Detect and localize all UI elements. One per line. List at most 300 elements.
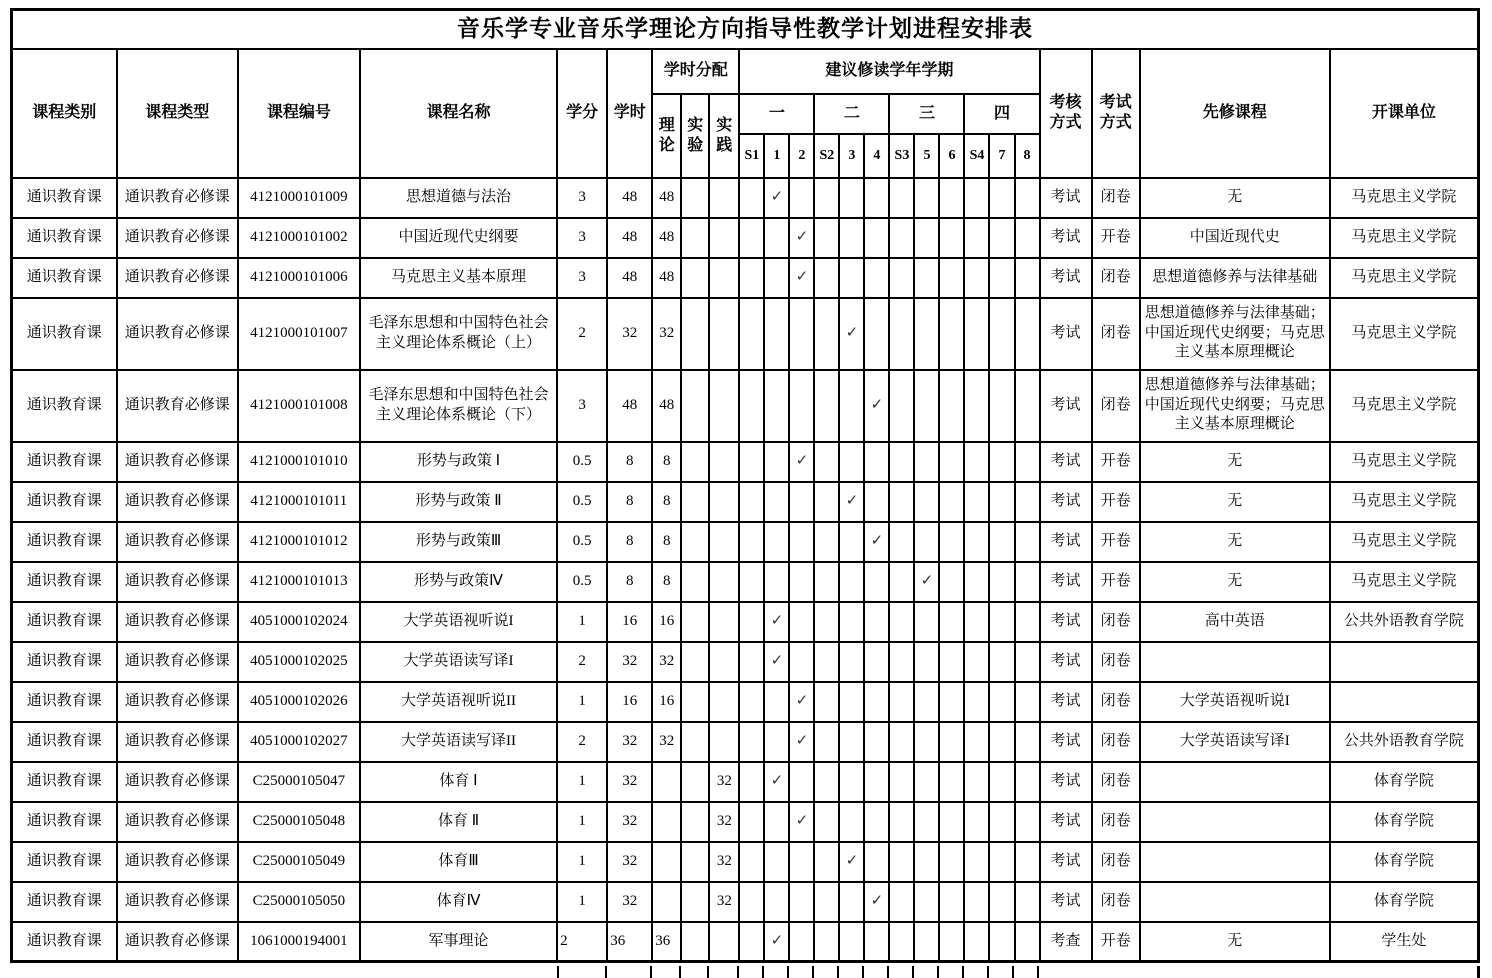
semester-cell bbox=[1015, 442, 1040, 482]
semester-cell bbox=[789, 922, 814, 962]
header-sem-8: 8 bbox=[1015, 134, 1040, 178]
course-code-cell: 4051000102025 bbox=[238, 642, 360, 682]
header-assessment-method: 考核方式 bbox=[1040, 49, 1092, 178]
semester-check-cell: ✓ bbox=[789, 722, 814, 762]
semester-cell bbox=[839, 218, 864, 258]
offering-unit-cell: 马克思主义学院 bbox=[1330, 442, 1479, 482]
semester-cell bbox=[764, 722, 789, 762]
semester-cell bbox=[989, 370, 1014, 442]
semester-cell bbox=[914, 882, 939, 922]
credits-cell: 3 bbox=[557, 178, 607, 218]
semester-cell bbox=[789, 562, 814, 602]
practice-hours-cell: 32 bbox=[709, 842, 739, 882]
course-type-cell: 通识教育必修课 bbox=[117, 370, 238, 442]
course-category-cell: 通识教育课 bbox=[12, 642, 117, 682]
theory-hours-cell: 48 bbox=[652, 370, 681, 442]
theory-hours-cell: 16 bbox=[652, 602, 681, 642]
semester-cell bbox=[989, 842, 1014, 882]
course-type-cell: 通识教育必修课 bbox=[117, 178, 238, 218]
semester-cell bbox=[939, 258, 964, 298]
header-sem-S2: S2 bbox=[814, 134, 839, 178]
offering-unit-cell: 学生处 bbox=[1330, 922, 1479, 962]
hours-cell: 8 bbox=[607, 522, 652, 562]
assessment-cell: 考试 bbox=[1040, 682, 1092, 722]
course-category-cell: 通识教育课 bbox=[12, 298, 117, 370]
exam-method-cell: 闭卷 bbox=[1092, 722, 1140, 762]
practice-hours-cell bbox=[709, 642, 739, 682]
course-category-cell: 通识教育课 bbox=[12, 722, 117, 762]
semester-cell bbox=[764, 218, 789, 258]
semester-check-cell: ✓ bbox=[764, 178, 789, 218]
semester-cell bbox=[939, 882, 964, 922]
assessment-cell: 考试 bbox=[1040, 882, 1092, 922]
practice-hours-cell bbox=[709, 682, 739, 722]
course-type-cell: 通识教育必修课 bbox=[117, 602, 238, 642]
course-code-cell: C25000105048 bbox=[238, 802, 360, 842]
theory-hours-cell: 32 bbox=[652, 722, 681, 762]
assessment-cell: 考试 bbox=[1040, 802, 1092, 842]
course-row bbox=[12, 762, 1479, 802]
practice-hours-cell: 32 bbox=[709, 802, 739, 842]
course-code-cell: 1061000194001 bbox=[238, 922, 360, 962]
prerequisites-cell bbox=[1140, 642, 1330, 682]
exam-method-cell: 闭卷 bbox=[1092, 802, 1140, 842]
semester-cell bbox=[889, 922, 914, 962]
semester-cell bbox=[814, 178, 839, 218]
practice-hours-cell bbox=[709, 370, 739, 442]
header-sem-7: 7 bbox=[989, 134, 1014, 178]
semester-cell bbox=[889, 562, 914, 602]
course-type-cell: 通识教育必修课 bbox=[117, 442, 238, 482]
credits-cell: 0.5 bbox=[557, 442, 607, 482]
semester-cell bbox=[989, 482, 1014, 522]
semester-cell bbox=[964, 370, 989, 442]
semester-cell bbox=[939, 178, 964, 218]
theory-hours-cell: 8 bbox=[652, 522, 681, 562]
header-theory: 理论 bbox=[652, 94, 681, 178]
semester-cell bbox=[814, 562, 839, 602]
experiment-hours-cell bbox=[681, 882, 709, 922]
assessment-cell: 考试 bbox=[1040, 218, 1092, 258]
semester-check-cell: ✓ bbox=[789, 258, 814, 298]
semester-cell bbox=[839, 522, 864, 562]
semester-cell bbox=[864, 642, 889, 682]
semester-cell bbox=[1015, 178, 1040, 218]
header-year-2: 二 bbox=[814, 94, 889, 134]
semester-cell bbox=[964, 722, 989, 762]
header-course-code: 课程编号 bbox=[238, 49, 360, 178]
course-code-cell: 4121000101008 bbox=[238, 370, 360, 442]
exam-method-cell: 开卷 bbox=[1092, 482, 1140, 522]
exam-method-cell: 闭卷 bbox=[1092, 642, 1140, 682]
offering-unit-cell: 公共外语教育学院 bbox=[1330, 602, 1479, 642]
semester-cell bbox=[739, 922, 764, 962]
semester-cell bbox=[889, 442, 914, 482]
semester-cell bbox=[964, 682, 989, 722]
assessment-cell: 考试 bbox=[1040, 562, 1092, 602]
semester-check-cell: ✓ bbox=[839, 298, 864, 370]
semester-cell bbox=[839, 722, 864, 762]
course-category-cell: 通识教育课 bbox=[12, 178, 117, 218]
semester-cell bbox=[739, 842, 764, 882]
practice-hours-cell bbox=[709, 442, 739, 482]
semester-cell bbox=[989, 882, 1014, 922]
semester-cell bbox=[814, 258, 839, 298]
course-type-cell: 通识教育必修课 bbox=[117, 842, 238, 882]
course-code-cell: 4121000101009 bbox=[238, 178, 360, 218]
course-row bbox=[12, 682, 1479, 722]
semester-cell bbox=[839, 258, 864, 298]
header-sem-3: 3 bbox=[839, 134, 864, 178]
course-name-cell: 大学英语视听说II bbox=[360, 682, 557, 722]
experiment-hours-cell bbox=[681, 842, 709, 882]
semester-cell bbox=[764, 882, 789, 922]
stub-cell bbox=[709, 966, 739, 978]
semester-cell bbox=[939, 802, 964, 842]
semester-cell bbox=[789, 602, 814, 642]
semester-check-cell: ✓ bbox=[839, 482, 864, 522]
semester-cell bbox=[889, 602, 914, 642]
exam-method-cell: 闭卷 bbox=[1092, 882, 1140, 922]
semester-cell bbox=[914, 922, 939, 962]
hours-cell: 16 bbox=[607, 602, 652, 642]
semester-cell bbox=[814, 922, 839, 962]
course-type-cell: 通识教育必修课 bbox=[117, 722, 238, 762]
theory-hours-cell: 8 bbox=[652, 442, 681, 482]
semester-cell bbox=[989, 922, 1014, 962]
theory-hours-cell: 32 bbox=[652, 298, 681, 370]
header-course-name: 课程名称 bbox=[360, 49, 557, 178]
offering-unit-cell: 体育学院 bbox=[1330, 842, 1479, 882]
course-code-cell: 4121000101012 bbox=[238, 522, 360, 562]
semester-cell bbox=[914, 642, 939, 682]
semester-cell bbox=[939, 522, 964, 562]
semester-cell bbox=[814, 442, 839, 482]
semester-cell bbox=[989, 642, 1014, 682]
semester-cell bbox=[739, 218, 764, 258]
semester-cell bbox=[964, 562, 989, 602]
hours-cell: 8 bbox=[607, 562, 652, 602]
semester-cell bbox=[964, 882, 989, 922]
semester-cell bbox=[739, 522, 764, 562]
course-row bbox=[12, 258, 1479, 298]
offering-unit-cell: 马克思主义学院 bbox=[1330, 522, 1479, 562]
hours-cell: 48 bbox=[607, 218, 652, 258]
stub-cell bbox=[914, 966, 939, 978]
course-row bbox=[12, 802, 1479, 842]
semester-cell bbox=[1015, 482, 1040, 522]
semester-check-cell: ✓ bbox=[839, 842, 864, 882]
semester-cell bbox=[739, 298, 764, 370]
semester-cell bbox=[814, 722, 839, 762]
semester-cell bbox=[764, 562, 789, 602]
semester-cell bbox=[814, 218, 839, 258]
course-category-cell: 通识教育课 bbox=[12, 602, 117, 642]
semester-cell bbox=[964, 802, 989, 842]
semester-cell bbox=[739, 722, 764, 762]
exam-method-cell: 闭卷 bbox=[1092, 298, 1140, 370]
course-type-cell: 通识教育必修课 bbox=[117, 802, 238, 842]
prerequisites-cell: 无 bbox=[1140, 178, 1330, 218]
stub-cell bbox=[864, 966, 889, 978]
semester-cell bbox=[889, 298, 914, 370]
credits-cell: 0.5 bbox=[557, 482, 607, 522]
semester-cell bbox=[789, 642, 814, 682]
semester-cell bbox=[964, 602, 989, 642]
semester-cell bbox=[789, 882, 814, 922]
exam-method-cell: 开卷 bbox=[1092, 562, 1140, 602]
experiment-hours-cell bbox=[681, 602, 709, 642]
semester-cell bbox=[964, 522, 989, 562]
header-offering-unit: 开课单位 bbox=[1330, 49, 1479, 178]
hours-cell: 32 bbox=[607, 298, 652, 370]
stub-cell bbox=[739, 966, 764, 978]
semester-cell bbox=[989, 442, 1014, 482]
semester-cell bbox=[989, 298, 1014, 370]
semester-cell bbox=[739, 258, 764, 298]
semester-cell bbox=[839, 178, 864, 218]
semester-check-cell: ✓ bbox=[914, 562, 939, 602]
semester-cell bbox=[914, 682, 939, 722]
semester-cell bbox=[1015, 802, 1040, 842]
header-sem-1: 1 bbox=[764, 134, 789, 178]
exam-method-cell: 闭卷 bbox=[1092, 370, 1140, 442]
course-type-cell: 通识教育必修课 bbox=[117, 682, 238, 722]
semester-cell bbox=[864, 682, 889, 722]
semester-cell bbox=[864, 562, 889, 602]
header-exam-method: 考试方式 bbox=[1092, 49, 1140, 178]
course-name-cell: 体育 Ⅰ bbox=[360, 762, 557, 802]
semester-cell bbox=[889, 258, 914, 298]
semester-cell bbox=[889, 218, 914, 258]
semester-cell bbox=[889, 522, 914, 562]
credits-cell: 2 bbox=[557, 922, 607, 962]
assessment-cell: 考试 bbox=[1040, 642, 1092, 682]
course-code-cell: 4051000102024 bbox=[238, 602, 360, 642]
semester-cell bbox=[889, 482, 914, 522]
semester-cell bbox=[864, 258, 889, 298]
semester-check-cell: ✓ bbox=[764, 602, 789, 642]
prerequisites-cell: 无 bbox=[1140, 922, 1330, 962]
page-title: 音乐学专业音乐学理论方向指导性教学计划进程安排表 bbox=[12, 10, 1479, 49]
course-row bbox=[12, 482, 1479, 522]
credits-cell: 2 bbox=[557, 642, 607, 682]
course-row bbox=[12, 442, 1479, 482]
course-name-cell: 形势与政策 Ⅰ bbox=[360, 442, 557, 482]
semester-cell bbox=[1015, 562, 1040, 602]
semester-cell bbox=[789, 842, 814, 882]
semester-cell bbox=[1015, 682, 1040, 722]
credits-cell: 1 bbox=[557, 762, 607, 802]
experiment-hours-cell bbox=[681, 922, 709, 962]
hours-cell: 48 bbox=[607, 178, 652, 218]
course-category-cell: 通识教育课 bbox=[12, 802, 117, 842]
offering-unit-cell: 马克思主义学院 bbox=[1330, 562, 1479, 602]
assessment-cell: 考查 bbox=[1040, 922, 1092, 962]
semester-cell bbox=[914, 482, 939, 522]
exam-method-cell: 闭卷 bbox=[1092, 842, 1140, 882]
course-rows bbox=[12, 178, 1479, 962]
semester-cell bbox=[814, 762, 839, 802]
semester-cell bbox=[814, 298, 839, 370]
semester-cell bbox=[914, 178, 939, 218]
header-hours-allocation: 学时分配 bbox=[652, 49, 739, 94]
hours-cell: 32 bbox=[607, 642, 652, 682]
course-row bbox=[12, 370, 1479, 442]
semester-cell bbox=[739, 370, 764, 442]
experiment-hours-cell bbox=[681, 762, 709, 802]
experiment-hours-cell bbox=[681, 218, 709, 258]
offering-unit-cell bbox=[1330, 682, 1479, 722]
theory-hours-cell bbox=[652, 802, 681, 842]
semester-cell bbox=[939, 298, 964, 370]
offering-unit-cell: 公共外语教育学院 bbox=[1330, 722, 1479, 762]
semester-cell bbox=[839, 642, 864, 682]
semester-cell bbox=[839, 922, 864, 962]
semester-cell bbox=[939, 682, 964, 722]
theory-hours-cell: 48 bbox=[652, 178, 681, 218]
semester-cell bbox=[739, 602, 764, 642]
course-name-cell: 大学英语读写译II bbox=[360, 722, 557, 762]
stub-cell bbox=[557, 966, 607, 978]
course-type-cell: 通识教育必修课 bbox=[117, 642, 238, 682]
semester-cell bbox=[964, 842, 989, 882]
semester-cell bbox=[814, 522, 839, 562]
course-category-cell: 通识教育课 bbox=[12, 218, 117, 258]
course-row bbox=[12, 642, 1479, 682]
semester-cell bbox=[914, 802, 939, 842]
prerequisites-cell: 高中英语 bbox=[1140, 602, 1330, 642]
semester-cell bbox=[914, 722, 939, 762]
course-category-cell: 通识教育课 bbox=[12, 842, 117, 882]
assessment-cell: 考试 bbox=[1040, 258, 1092, 298]
semester-cell bbox=[1015, 258, 1040, 298]
course-name-cell: 大学英语视听说I bbox=[360, 602, 557, 642]
practice-hours-cell bbox=[709, 722, 739, 762]
theory-hours-cell: 36 bbox=[652, 922, 681, 962]
offering-unit-cell: 马克思主义学院 bbox=[1330, 298, 1479, 370]
semester-cell bbox=[1015, 642, 1040, 682]
credits-cell: 0.5 bbox=[557, 522, 607, 562]
experiment-hours-cell bbox=[681, 682, 709, 722]
semester-cell bbox=[764, 842, 789, 882]
course-name-cell: 形势与政策Ⅳ bbox=[360, 562, 557, 602]
course-category-cell: 通识教育课 bbox=[12, 682, 117, 722]
semester-cell bbox=[864, 922, 889, 962]
experiment-hours-cell bbox=[681, 442, 709, 482]
hours-cell: 8 bbox=[607, 442, 652, 482]
semester-cell bbox=[914, 442, 939, 482]
prerequisites-cell: 中国近现代史 bbox=[1140, 218, 1330, 258]
semester-cell bbox=[914, 258, 939, 298]
semester-cell bbox=[864, 482, 889, 522]
theory-hours-cell bbox=[652, 842, 681, 882]
semester-cell bbox=[989, 762, 1014, 802]
experiment-hours-cell bbox=[681, 522, 709, 562]
semester-cell bbox=[889, 842, 914, 882]
semester-check-cell: ✓ bbox=[764, 642, 789, 682]
assessment-cell: 考试 bbox=[1040, 482, 1092, 522]
theory-hours-cell: 16 bbox=[652, 682, 681, 722]
course-type-cell: 通识教育必修课 bbox=[117, 522, 238, 562]
assessment-cell: 考试 bbox=[1040, 602, 1092, 642]
assessment-cell: 考试 bbox=[1040, 842, 1092, 882]
course-code-cell: 4121000101011 bbox=[238, 482, 360, 522]
course-type-cell: 通识教育必修课 bbox=[117, 218, 238, 258]
course-type-cell: 通识教育必修课 bbox=[117, 258, 238, 298]
stub-cell bbox=[1014, 966, 1039, 978]
semester-cell bbox=[1015, 522, 1040, 562]
theory-hours-cell: 48 bbox=[652, 218, 681, 258]
header-sem-2: 2 bbox=[789, 134, 814, 178]
semester-cell bbox=[939, 442, 964, 482]
hours-cell: 16 bbox=[607, 682, 652, 722]
stub-cell bbox=[814, 966, 839, 978]
semester-cell bbox=[764, 298, 789, 370]
header-sem-S4: S4 bbox=[964, 134, 989, 178]
semester-check-cell: ✓ bbox=[864, 522, 889, 562]
assessment-cell: 考试 bbox=[1040, 522, 1092, 562]
experiment-hours-cell bbox=[681, 722, 709, 762]
header-sem-6: 6 bbox=[939, 134, 964, 178]
semester-cell bbox=[739, 562, 764, 602]
offering-unit-cell: 体育学院 bbox=[1330, 762, 1479, 802]
semester-check-cell: ✓ bbox=[789, 442, 814, 482]
semester-cell bbox=[914, 762, 939, 802]
semester-cell bbox=[1015, 882, 1040, 922]
header-row-main bbox=[12, 49, 1479, 94]
exam-method-cell: 闭卷 bbox=[1092, 602, 1140, 642]
experiment-hours-cell bbox=[681, 482, 709, 522]
assessment-cell: 考试 bbox=[1040, 442, 1092, 482]
semester-cell bbox=[889, 882, 914, 922]
stub-cell bbox=[889, 966, 914, 978]
semester-cell bbox=[839, 762, 864, 802]
course-category-cell: 通识教育课 bbox=[12, 562, 117, 602]
course-name-cell: 思想道德与法治 bbox=[360, 178, 557, 218]
theory-hours-cell bbox=[652, 762, 681, 802]
course-row bbox=[12, 882, 1479, 922]
practice-hours-cell bbox=[709, 562, 739, 602]
partial-next-row bbox=[557, 966, 1039, 978]
course-name-cell: 大学英语读写译I bbox=[360, 642, 557, 682]
hours-cell: 32 bbox=[607, 802, 652, 842]
semester-cell bbox=[739, 642, 764, 682]
assessment-cell: 考试 bbox=[1040, 762, 1092, 802]
course-row bbox=[12, 602, 1479, 642]
semester-cell bbox=[939, 842, 964, 882]
offering-unit-cell: 体育学院 bbox=[1330, 882, 1479, 922]
course-code-cell: 4121000101010 bbox=[238, 442, 360, 482]
semester-cell bbox=[889, 682, 914, 722]
stub-cell bbox=[989, 966, 1014, 978]
semester-check-cell: ✓ bbox=[789, 802, 814, 842]
theory-hours-cell: 8 bbox=[652, 562, 681, 602]
semester-cell bbox=[864, 762, 889, 802]
semester-cell bbox=[814, 642, 839, 682]
semester-cell bbox=[889, 722, 914, 762]
semester-cell bbox=[989, 802, 1014, 842]
credits-cell: 2 bbox=[557, 298, 607, 370]
semester-cell bbox=[914, 522, 939, 562]
semester-cell bbox=[789, 298, 814, 370]
hours-cell: 32 bbox=[607, 842, 652, 882]
course-row bbox=[12, 298, 1479, 370]
practice-hours-cell bbox=[709, 522, 739, 562]
course-category-cell: 通识教育课 bbox=[12, 882, 117, 922]
prerequisites-cell: 大学英语视听说I bbox=[1140, 682, 1330, 722]
hours-cell: 32 bbox=[607, 722, 652, 762]
